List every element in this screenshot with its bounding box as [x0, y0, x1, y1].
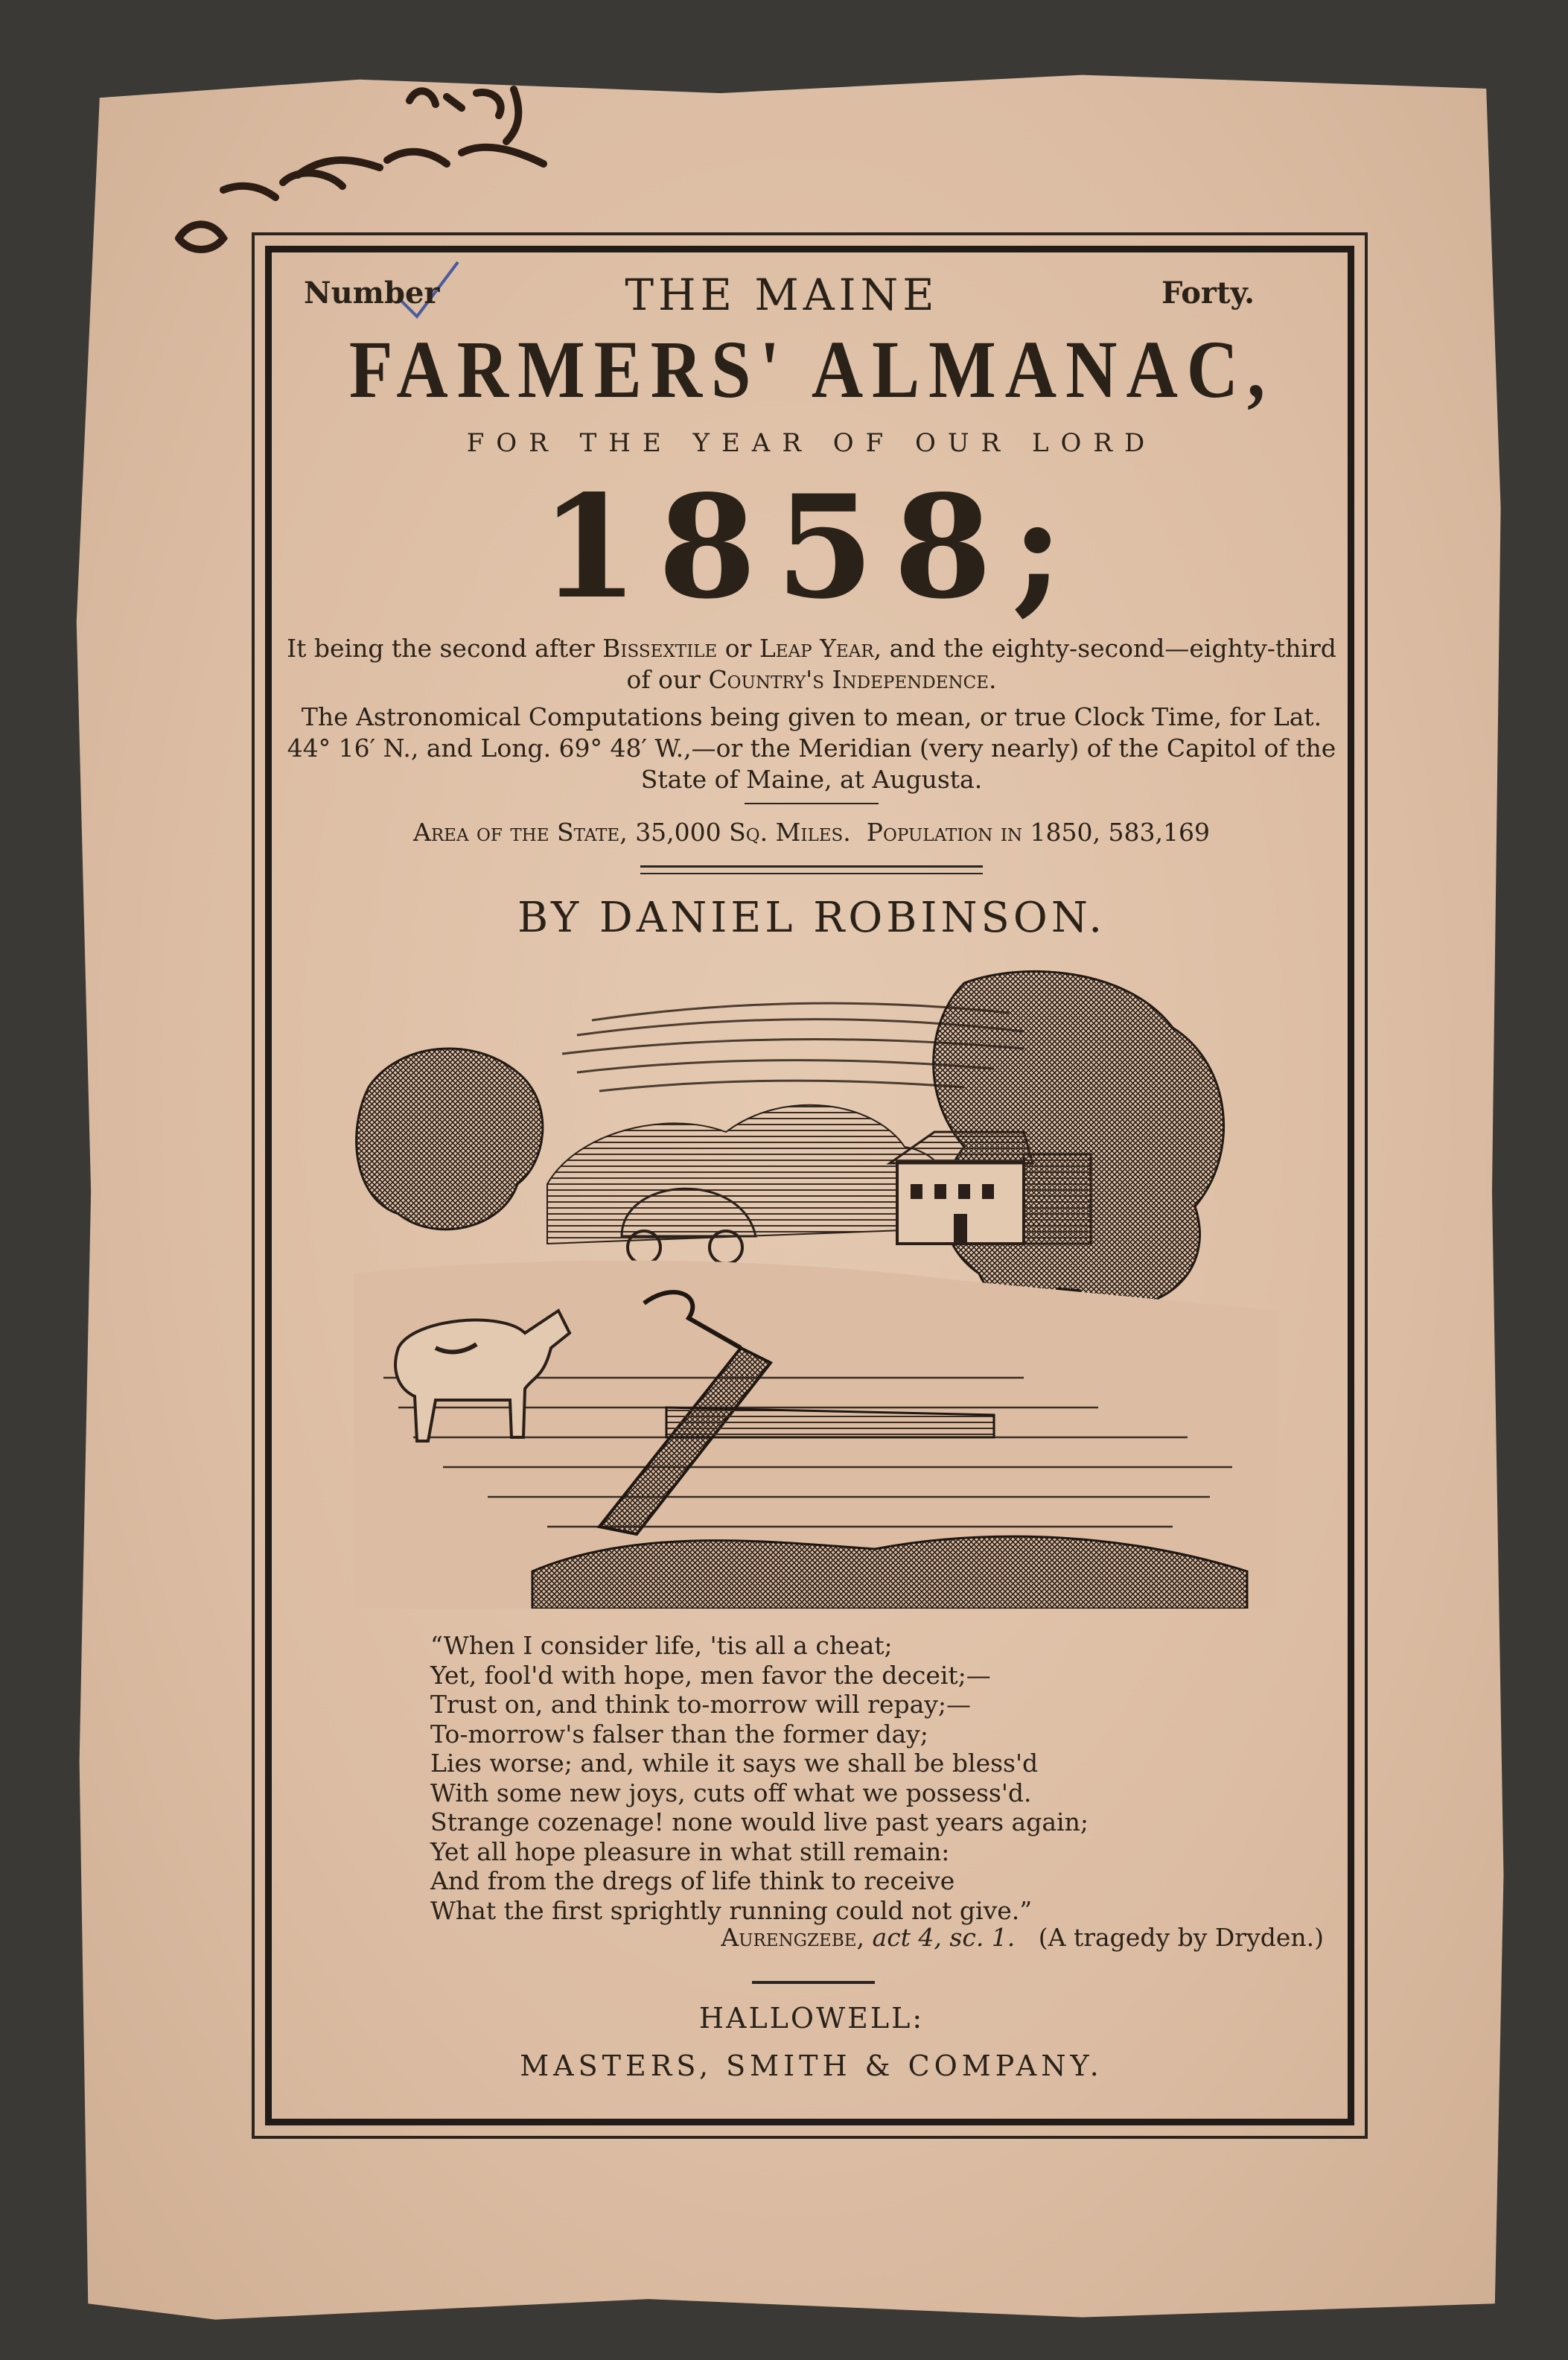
intro-astronomical: The Astronomical Computations being given to mean, or true Clock Time, for Lat. 44° 16′ N., and Long. 69° 48′ W.,—or the Meridian (very nearly) of the Capitol of the State of Maine, at Augusta.	[287, 702, 1336, 794]
poem-line: With some new joys, cuts off what we possess'd.	[430, 1778, 1032, 1807]
poem-line: Yet all hope pleasure in what still remain:	[430, 1836, 950, 1866]
for-year-line: FOR THE YEAR OF OUR LORD	[466, 428, 1157, 458]
main-title: FARMERS' ALMANAC,	[348, 322, 1275, 416]
poem-line: Strange cozenage! none would live past years again;	[430, 1807, 1089, 1836]
poem-line: And from the dregs of life think to receive	[430, 1866, 955, 1895]
year-title: 1858;	[540, 464, 1083, 630]
number-value: Forty.	[1161, 276, 1255, 311]
poem	[430, 1631, 1324, 1925]
divider	[640, 873, 983, 874]
number-label: Number	[304, 276, 440, 311]
author-line: BY DANIEL ROBINSON.	[517, 894, 1106, 942]
farm-engraving-image	[354, 961, 1277, 1609]
divider	[640, 865, 983, 868]
poem-attribution: Aurengzebe, act 4, sc. 1. (A tragedy by Dryden.)	[721, 1923, 1324, 1952]
poem-line: “When I consider life, 'tis all a cheat;	[430, 1631, 893, 1660]
divider	[745, 803, 879, 804]
intro-leap-year: It being the second after Bissextile or Leap Year, and the eighty-second—eighty-third of our Country's Independence.	[287, 634, 1336, 694]
publisher-name: MASTERS, SMITH & COMPANY.	[520, 2049, 1103, 2082]
poem-line: What the first sprightly running could not give.”	[430, 1895, 1033, 1925]
maine-title: THE MAINE	[625, 270, 939, 320]
publisher-city: HALLOWELL:	[698, 2002, 925, 2035]
poem-line: To-morrow's falser than the former day;	[430, 1719, 928, 1749]
divider	[752, 1981, 875, 1984]
poem-line: Yet, fool'd with hope, men favor the deceit;—	[430, 1660, 991, 1690]
poem-line: Lies worse; and, while it says we shall be bless'd	[430, 1749, 1039, 1778]
area-population-line: Area of the State, 35,000 Sq. Miles. Population in 1850, 583,169	[413, 818, 1210, 847]
poem-line: Trust on, and think to-morrow will repay;—	[430, 1690, 972, 1719]
